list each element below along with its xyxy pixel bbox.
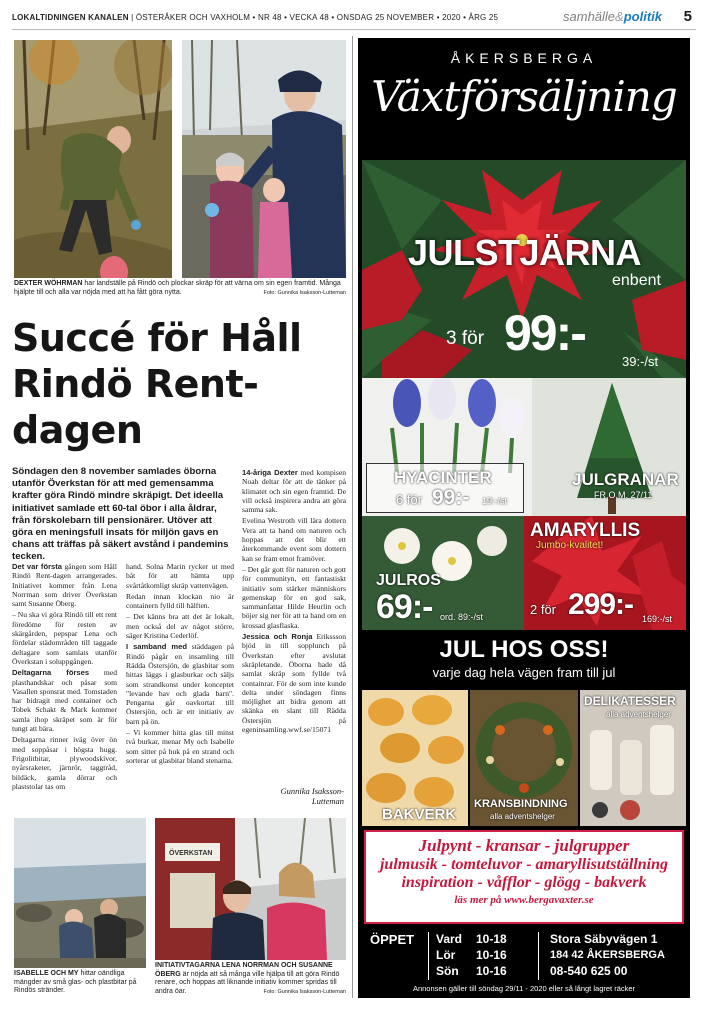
right-caption-names: INITIATIVTAGARNA LENA NORRMAN OCH SUSANNE ÖBERG — [155, 962, 333, 978]
col2-para-3: – Det känns bra att det är lokalt, men också del av något större, säger Kristina Cederlöf. — [126, 612, 234, 641]
tree-title: JULGRANAR — [572, 470, 679, 489]
amaryllis-unit: 169:-/st — [642, 614, 673, 624]
photo-credit: Foto: Gunnika Isaksson-Lutteman — [263, 289, 346, 296]
hours-3: 10-16 — [476, 964, 507, 978]
paper-name: LOKALTIDNINGEN KANALEN — [12, 13, 129, 22]
poinsettia-deal-price: 99:- — [504, 305, 585, 361]
bakery-panel — [362, 690, 468, 826]
col1-para-2: – Nu ska vi göra Rindö till ett rent föredöme för resten av skärgården, pepspar Lena och fördelar städområden till taggade deltagare som samlats utanför Överkstan i soluppgången. — [12, 610, 117, 666]
amaryllis-price: 299:- — [568, 588, 634, 621]
hours-row-2 — [436, 947, 507, 963]
col2-para-5: – Vi kommer hitta glas till minst två burkar, menar My och Isabelle som sitter på huk på en strand och sorterar ut glasbitar bland stenarna. — [126, 728, 234, 765]
wreath-sub: alla adventshelger — [490, 812, 555, 821]
ad-footer: Annonsen gäller till söndag 29/11 - 2020 eller så långt lagret räcker — [412, 984, 636, 993]
col2-para-4 — [126, 642, 234, 726]
hyacinth-price: 99:- — [432, 486, 470, 509]
hours-1: 10-18 — [476, 932, 507, 946]
wreath-panel — [470, 690, 578, 826]
band-sub: varje dag hela vägen fram till jul — [432, 665, 616, 680]
article-column-3 — [242, 468, 346, 736]
amaryllis-title: AMARYLLIS — [530, 520, 641, 541]
wreath-label: KRANSBINDNING — [474, 798, 568, 810]
col3-text-1: med kompisen Noah deltar för att de tänker på klimatet och sin egen framtid. De vill också inspirera andra att göra samma sak. — [242, 468, 346, 515]
bottom-left-caption — [14, 970, 146, 996]
poinsettia-panel — [362, 160, 686, 378]
col1-lead: Det var första — [12, 562, 63, 571]
open-label: ÖPPET — [370, 932, 415, 947]
page-number: 5 — [683, 8, 692, 25]
address-line-2: 184 42 ÅKERSBERGA — [550, 949, 665, 961]
col3-text-4: Erikssson bjöd in till sopplunch på Överkstan efter avslutat skräpletande. Öborna hade då samlat skräp som fyllde två containrar. För de som inte kunde delta under söndagen finns möjlighet att bidra genom att skänka en slant till Rädda Östersjön på egeninsamling.wwf.se/15071 — [242, 632, 346, 735]
col2-lead: I samband med — [126, 642, 187, 652]
section-brand — [563, 9, 662, 24]
edition: ÖSTERÅKER OCH VAXHOLM — [135, 13, 251, 22]
col2-text-4: städdagen på Rindö pågår en insamling till Rädda Östersjön, de glasbitar som hittas läggs i glasburkar och säljs som strandkonst under konceptet "levande hav och glada barn". Pengarna går oavkortat till Östersjön, och är ett initiativ av barn på ön. — [126, 642, 234, 726]
caption-name: DEXTER WÖHRMAN — [14, 280, 83, 287]
day-3: Sön — [436, 964, 459, 978]
byline-line-2: Lutteman — [311, 796, 344, 806]
caption-text: har landställe på Rindö och plockar skräp för att värna om sin egen framtid. Många hjälpte till och alla var nöjda med att ha fått göra nytta. — [14, 280, 341, 296]
byline-line-1: Gunnika Isaksson- — [280, 786, 344, 796]
column-divider — [352, 36, 353, 998]
photo-dexter — [14, 40, 172, 278]
promo-box — [364, 830, 684, 924]
col2-para-2: Redan innan klockan nio är containern fylld till hälften. — [126, 591, 234, 611]
col1-para-3 — [12, 668, 117, 733]
col3-para-3: – Det går gott för naturen och gott för communityn, ett fantastiskt initiativ som stärker människors gemenskap för en god sak, sammanfattar Hilde Heurlin och böjer sig ner för att ta hand om en krossad glasflaska. — [242, 564, 346, 630]
right-photo-credit: Foto: Gunnika Isaksson-Lutteman — [263, 988, 346, 995]
col3-para-2: Evelina Westroth vill lära dottern Vera att ta hand om naturen och hoppas att det blir ett återkommande event som dottern kan se fram emot framöver. — [242, 516, 346, 563]
poinsettia-title: JULSTJÄRNA — [408, 232, 642, 273]
promo-line-1: Julpynt - kransar - julgrupper — [418, 836, 630, 855]
bottom-right-caption — [155, 962, 346, 996]
promo-link[interactable]: läs mer på www.bergavaxter.se — [454, 894, 594, 906]
address-block — [550, 931, 665, 979]
promo-line-2: julmusik - tomteluvor - amaryllisutställning — [379, 856, 669, 873]
photo-initiators — [155, 818, 346, 960]
address-line-1: Stora Säbyvägen 1 — [550, 932, 658, 946]
julros-ord-price: ord. 89:-/st — [440, 612, 484, 622]
ad-title: Växtförsäljning — [371, 72, 677, 121]
promo-line-3: inspiration - våfflor - glögg - bakverk — [401, 874, 647, 891]
bakery-label: BAKVERK — [382, 806, 457, 823]
headline-line-3: dagen — [12, 408, 143, 452]
section-b: politik — [623, 9, 662, 24]
article-byline — [244, 786, 344, 806]
hours-2: 10-16 — [476, 948, 507, 962]
hours-row-1 — [436, 931, 507, 947]
amaryllis-deal: 2 för — [530, 602, 557, 617]
article-headline — [12, 315, 342, 453]
photo-family — [182, 40, 346, 278]
phone-number: 08-540 625 00 — [550, 964, 628, 978]
julros-title: JULROS — [376, 572, 441, 589]
julros-amaryllis-panel — [362, 516, 686, 630]
hyacinth-tree-panel — [362, 378, 686, 516]
poinsettia-deal-qty: 3 för — [446, 328, 485, 349]
issue: NR 48 — [257, 13, 282, 22]
tree-sub: FR.O.M. 27/11 — [594, 490, 653, 500]
amaryllis-sub: Jumbo-kvalitet! — [536, 540, 604, 551]
christmas-band — [358, 634, 690, 686]
julros-price: 69:- — [376, 588, 433, 626]
col1-text-1: gången som Håll Rindö Rent-dagen arrangerades. Initiativet kommer från Lena Norrman som driver Överkstan samt Susanne Öberg. — [12, 562, 117, 609]
right-caption-text: är nöjda att så många ville hjälpa till att göra Rindö renare, och hoppas att liknande initiativ kommer spridas till andra öar. — [155, 970, 340, 995]
ad-town: ÅKERSBERGA — [450, 50, 598, 66]
year: 2020 — [442, 13, 461, 22]
volume: ÅRG 25 — [468, 13, 499, 22]
col1-para-1 — [12, 562, 117, 608]
col1-lead-2: Deltagarna förses — [12, 668, 90, 678]
opening-hours — [358, 928, 690, 984]
section-amp: & — [615, 9, 624, 24]
deli-label: DELIKATESSER — [584, 694, 676, 708]
article-column-1 — [12, 562, 117, 793]
col2-para-1: hand. Solna Marin rycker ut med båt för att hämta upp svårtåtkomligt skräp vattenvägen. — [126, 562, 234, 590]
left-caption-text: hittar oändliga mängder av små glas- och plastbitar på Rindös stränder. — [14, 970, 137, 994]
col1-para-4: Deltagarna rinner iväg över ön med soppåsar i högsta hugg. Frigolitbitar, plywoodskivor, nyårsraketer, järnrör, taggtråd, bildäck, gamla dörrar och plaststolar tas om — [12, 735, 117, 791]
ad-header — [358, 38, 690, 160]
hours-row-3 — [436, 963, 507, 979]
photo-beach-girls — [14, 818, 146, 968]
poinsettia-sub: enbent — [612, 272, 661, 289]
col3-para-1 — [242, 468, 346, 514]
headline-line-2: Rindö Rent- — [12, 362, 259, 406]
article-column-2 — [126, 562, 234, 767]
deli-panel — [580, 690, 686, 826]
hours-divider-1 — [428, 932, 429, 980]
date: ONSDAG 25 NOVEMBER — [336, 13, 435, 22]
day-2: Lör — [436, 948, 456, 962]
section-a: samhälle — [563, 9, 616, 24]
band-title: JUL HOS OSS! — [439, 636, 609, 663]
hours-table — [436, 931, 507, 979]
week: VECKA 48 — [289, 13, 329, 22]
page-header — [12, 8, 696, 30]
hyacinth-unit: 19:-/st — [482, 496, 508, 506]
poinsettia-unit: 39:-/st — [622, 354, 659, 369]
headline-line-1: Succé för Håll — [12, 316, 302, 360]
header-masthead: LOKALTIDNINGEN KANALEN | ÖSTERÅKER OCH VAXHOLM • NR 48 • VECKA 48 • ONSDAG 25 NOVEMBER • 2020 • ÅRG 25 — [12, 13, 499, 22]
advertisement — [358, 38, 690, 998]
col1-text-3: med plasthandskar och påsar som Vasallen sponsrat med. Tomstaden har bidragit med container och Tobek Schakt & Mark kommer samla ihop skräpet som är för tungt att bära. — [12, 668, 117, 734]
top-photo-caption — [14, 280, 346, 297]
day-1: Vard — [436, 932, 463, 946]
left-caption-names: ISABELLE OCH MY — [14, 970, 79, 977]
col3-para-4 — [242, 632, 346, 734]
article-ingress: Söndagen den 8 november samlades öborna utanför Överkstan för att med gemensamma krafter göra Rindö mindre skräpigt. Det ideella initiativet samlade ett 60-tal öbor i alla åldrar, från förskolebarn till pensionärer. Utöver att göra en meningsfull insats för miljön gavs en chans att träffas på säkert avstånd i pandemins tecken. — [12, 466, 229, 563]
deli-sub: alla adventshelger — [606, 710, 671, 719]
hyacinth-deal: 6 för — [396, 492, 423, 507]
shop-sign: ÖVERKSTAN — [169, 850, 213, 857]
col3-lead-2: Jessica och Ronja — [242, 632, 313, 642]
col3-lead: 14-åriga Dexter — [242, 468, 298, 477]
hours-divider-2 — [538, 932, 539, 980]
hyacinth-title: HYACINTER — [394, 468, 492, 487]
